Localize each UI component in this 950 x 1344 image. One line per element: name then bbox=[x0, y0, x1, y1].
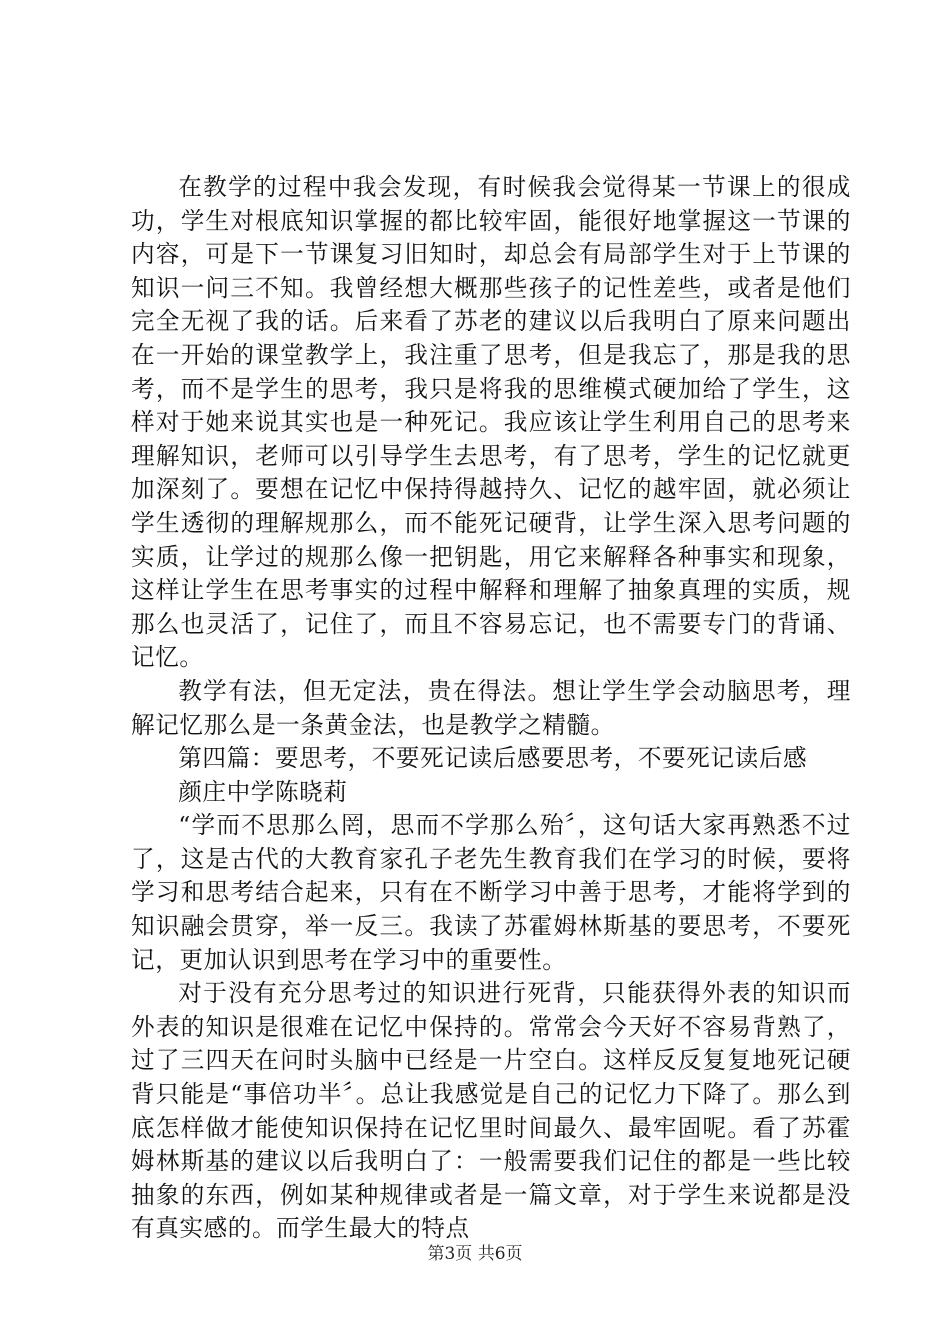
page-number-footer: 第3页 共6页 bbox=[427, 1244, 523, 1264]
paragraph-rote-memory: 对于没有充分思考过的知识进行死背，只能获得外表的知识而外表的知识是很难在记忆中保持的。常常会今天好不容易背熟了，过了三四天在问时头脑中已经是一片空白。这样反反复复地死记硬背只能是“事倍功半〞。总让我感觉是自己的记忆力下降了。那么到底怎样做才能使知识保持在记忆里时间最久、最牢固呢。看了苏霍姆林斯基的建议以后我明白了：一般需要我们记住的都是一些比较抽象的东西，例如某种规律或者是一篇文章，对于学生来说都是没有真实感的。而学生最大的特点 bbox=[131, 979, 851, 1243]
paragraph-teaching-reflection: 在教学的过程中我会发现，有时候我会觉得某一节课上的很成功，学生对根底知识掌握的都比较牢固，能很好地掌握这一节课的内容，可是下一节课复习旧知时，却总会有局部学生对于上节课的知识一问三不知。我曾经想大概那些孩子的记性差些，或者是他们完全无视了我的话。后来看了苏老的建议以后我明白了原来问题出在一开始的课堂教学上，我注重了思考，但是我忘了，那是我的思考，而不是学生的思考，我只是将我的思维模式硬加给了学生，这样对于她来说其实也是一种死记。我应该让学生利用自己的思考来理解知识，老师可以引导学生去思考，有了思考，学生的记忆就更加深刻了。要想在记忆中保持得越持久、记忆的越牢固，就必须让学生透彻的理解规那么，而不能死记硬背，让学生深入思考问题的实质，让学过的规那么像一把钥匙，用它来解释各种事实和现象，这样让学生在思考事实的过程中解释和理解了抽象真理的实质，规那么也灵活了，记住了，而且不容易忘记，也不需要专门的背诵、记忆。 bbox=[131, 173, 851, 672]
document-body bbox=[131, 171, 851, 1246]
paragraph-teaching-method: 教学有法，但无定法，贵在得法。想让学生学会动脑思考，理解记忆那么是一条黄金法，也是教学之精髓。 bbox=[131, 676, 851, 739]
author-line: 颜庄中学陈晓莉 bbox=[178, 777, 348, 806]
section-heading: 第四篇：要思考，不要死记读后感要思考，不要死记读后感 bbox=[178, 744, 808, 773]
paragraph-confucius-quote: “学而不思那么罔，思而不学那么殆〞，这句话大家再熟悉不过了，这是古代的大教育家孔子老先生教育我们在学习的时候，要将学习和思考结合起来，只有在不断学习中善于思考，才能将学到的知识融会贯穿，举一反三。我读了苏霍姆林斯基的要思考，不要死记，更加认识到思考在学习中的重要性。 bbox=[131, 811, 851, 974]
